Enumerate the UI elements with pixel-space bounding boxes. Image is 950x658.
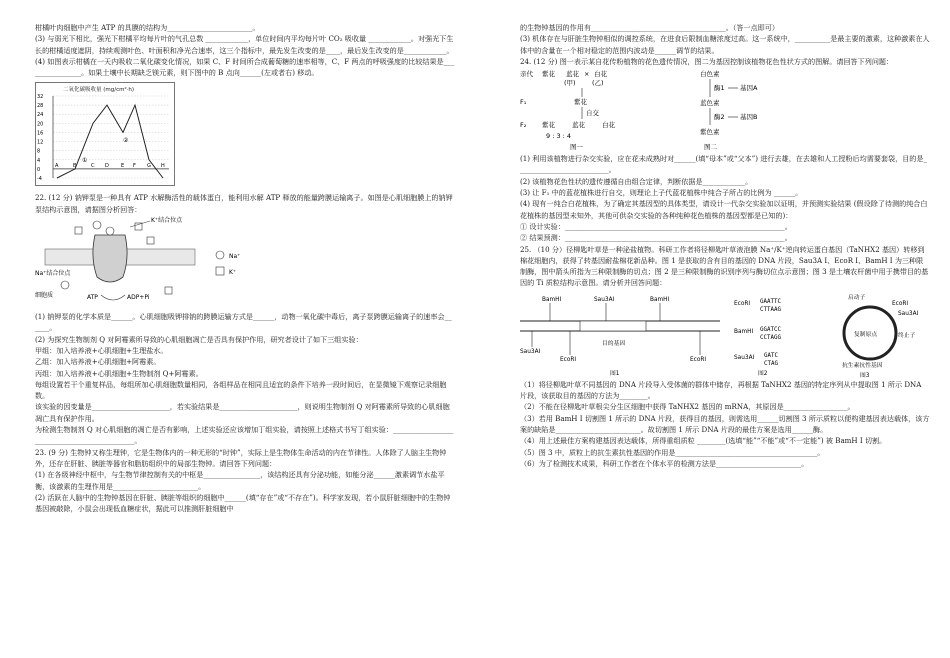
k-ion [93,221,101,229]
x-tick-label: A [55,163,59,170]
sau3ai-label-2: Sau3AI [520,348,541,355]
enzyme-ecori: EcoRI [734,300,751,307]
terminator-label: 终止子 [898,332,916,339]
q22-procedure: 每组设置若干个重复样品，每组所加心肌细胞数量相同，各组样品在相同且适宜的条件下培养一段时间后，在显微镜下观察记录细胞数。 [35,379,447,401]
bamhi-seq-top: GGATCC [760,326,781,333]
q22-part1: (1) 钠钾泵的化学本质是______。心肌细胞吸钾排钠的跨膜运输方式是______，动物一氧化碳中毒后，离子泵跨膜运输离子的速率会______。 [35,312,452,333]
gene-b-label: 基因B [740,113,758,122]
q24-figures [520,67,930,153]
parent-label: 亲代 [520,70,533,79]
ecori-label-1: EcoRI [560,356,577,363]
parent-jia: (甲) [564,79,576,88]
q23-part3: (3) 机体存在与肝脏生物钟相似的调控系统，在进食后限制血糖浓度过高。这一系统中，__________是最主要的激素，这种激素在人体中的含量在一个相对稳定的范围内波动是______调节的结果。 [520,34,930,55]
q21-part3: (3) 与弱光下相比，强光下柑橘平均每片叶的气孔总数 ____________，单位时间内平均每片叶 CO₂ 吸收量 ____________。对强光下生长的柑橘适度遮阴，持续观测叶色、叶面积和净光合速率，这三个指标中，最先发生改变的是____，最后发生改变的是____________。 [35,34,454,55]
q22-group-c: 丙组：加入培养液+心肌细胞+生物制剂 Q+阿霉素。 [35,368,203,378]
f2-ratio: 9 : 3 : 4 [546,132,572,141]
q22-part2: (2) 为探究生物制剂 Q 对阿霉素所导致的心肌细胞凋亡是否具有保护作用，研究者设计了如下三组实验： [35,334,363,344]
q24-part2: (2) 该植物花色性状的遗传遵循自由组合定律，判断依据是____________。 [520,176,753,186]
legend-k-label: K⁺ [229,269,237,277]
y-tick-label: 20 [37,121,44,128]
q23-part1: (1) 在各级神经中枢中，与生物节律控制有关的中枢是________________，该结构还具有分泌功能，如能分泌______激素调节水盐平衡，该激素的生理作用是________________________。 [35,470,445,491]
left-column [35,22,455,514]
atp-hydrolysis-arrow [101,295,125,300]
parent-yi: (乙) [592,79,604,88]
parent-purple: 紫花 [542,70,555,79]
q24-part3: (3) 让 F₁ 中的蓝花植株进行自交，则理论上子代蓝花植株中纯合子所占的比例为 ______。 [520,188,803,198]
x-tick-label: F [133,163,136,170]
enzyme2-label: 酶2 [714,113,725,122]
legend-k-symbol [216,267,224,275]
q25-figures [520,291,930,379]
q24-part4: (4) 现有一纯合白花植株，为了确定其基因型的具体类型，请设计一代杂交实验加以证明，并预测实验结果 (假设除了待测的纯合白花植株的基因型未知外，其他可供杂交实验的各种纯种花色植株的基因型都是已知的)： [520,199,928,220]
plasmid-sau3ai-label: Sau3AI [898,310,919,317]
cross-symbol: × [584,70,590,79]
figure-3-plasmid [842,293,919,379]
q25-part1: （1）将径柳匙叶草不同基因的 DNA 片段导入受体菌的群体中储存，再根据 TaNHX2 基因的特定序列从中提取图 1 所示 DNA 片段，该获取目的基因的方法为________。 [520,379,922,401]
y-tick-label: 32 [37,94,44,101]
ecori-seq-top: GAATTC [760,298,781,305]
f2-purple: 紫花 [542,121,555,130]
ori-label: 复制原点 [854,331,878,338]
x-tick-label: D [105,163,109,170]
gene-a-label: 基因A [740,84,758,93]
na-ion [147,237,154,244]
self-label: 自交 [586,109,599,118]
enzyme-sau3ai: Sau3AI [734,354,755,361]
x-tick-label: E [121,163,125,170]
figure-one-caption: 图一 [570,143,583,152]
f2-white: 白花 [602,121,615,130]
target-gene-label: 目的基因 [602,340,626,347]
sau3ai-seq-bottom: CTAG [764,360,778,367]
figure-one-cross [520,69,616,151]
y-tick-label: 24 [37,112,44,119]
figure-2-caption: 图2 [758,370,768,377]
co2-absorption-chart [35,82,455,188]
x-tick-label: H [161,163,165,170]
q23-part2-tail: 的生物钟基因的作用有______________________________________。（答一点即可） [520,23,779,32]
figure-two-pathway [700,69,758,151]
na-ion [165,287,172,294]
q22-group-d: 为检测生物制剂 Q 对心肌细胞的凋亡是否有影响，上述实验还应该增加丁组实验，请按照上述格式书写丁组实验：_____________________________________________。 [35,425,454,446]
k-ion [61,281,69,289]
parent-white: 白花 [594,70,607,79]
q22-dependent-variable: 该实验的因变量是______________________，若实验结果是______________________，则说明生物制剂 Q 对阿霉素所导致的心肌细胞凋亡具有保护作用。 [35,402,450,423]
co2-chart-svg [35,82,175,186]
y-tick-label: -4 [37,176,42,183]
adp-label: ADP+Pi [127,294,150,302]
q23-stem: 23. (9 分) 生物钟又称生理钟，它是生物体内的一种无形的“时钟”，实际上是生物体生命活动的内在节律性。人体除了人脑主生物钟外，还存在肝脏、胰脏等器官和脂肪组织中的局部生物钟。请回答下列问题： [35,447,447,468]
q24-part1: (1) 利用该植物进行杂交实验，应在花未成熟时对______(填“母本”或“父本”) 进行去雄，在去雄和人工授粉后均需要套袋，目的是__________________________。 [520,154,928,175]
figure-1-caption: 图1 [610,370,620,377]
f1-value: 紫花 [574,98,587,107]
white-pigment: 白色素 [700,70,720,79]
cytoplasm-label: 细胞质 [35,292,54,300]
region-label-1: ① [82,157,88,165]
na-ion [75,227,82,234]
bamhi-label-1: BamHI [542,296,562,303]
resistance-gene-label: 抗生素抗性基因 [842,362,883,369]
q25-part2: （2）不能在径柳匙叶草根尖分生区细胞中获得 TaNHX2 基因的 mRNA，其原因是__________________。 [520,402,855,412]
q25-part4: （4）用上述最佳方案构建基因表达载体，所得重组质粒 ________(选填“能”“不能”或“不一定能”) 被 BamH Ⅰ 切割。 [520,436,887,446]
sau3ai-label-1: Sau3AI [594,296,615,303]
q25-part5: （5）图 3 中，质粒上的抗生素抗性基因的作用是________________________________________。 [520,447,825,457]
q25-part6: （6）为了检测技术成果，科研工作者在个体水平的检测方法是________________________。 [520,458,809,468]
sau3ai-seq-top: GATC [764,352,778,359]
plasmid-ecori-label: EcoRI [892,300,909,307]
bamhi-label-2: BamHI [650,296,670,303]
atp-label: ATP [87,294,98,302]
chart-border [36,83,175,186]
purple-pigment: 紫色素 [700,128,720,137]
q22-stem: 22. (12 分) 钠钾泵是一种具有 ATP 水解酶活性的载体蛋白，能利用水解 ATP 释放的能量跨膜运输离子。如图是心肌细胞膜上的钠钾泵结构示意图，请据图分析回答： [35,193,453,214]
figure-3-caption: 图3 [860,372,870,379]
y-tick-label: 4 [37,158,41,165]
ecori-label-2: EcoRI [690,356,707,363]
q25-stem: 25. （10 分）径柳匙叶草是一种泌盐植物。科研工作者将径柳匙叶草液泡膜 Na⁺/K⁺逆向转运蛋白基因（TaNHX2 基因）转移到棉花细胞内，获得了转基因耐盐棉花新品种。图 1 是获取的含有目的基因的 DNA 片段，Sau3A Ⅰ、EcoR Ⅰ、BamH Ⅰ 为三种限制酶，图中箭头所指为三种限制酶的切点；图 2 是三种限制酶的识别序列与酶切位点示意图；图 3 是土壤农杆菌中用于携带目的基因的 Ti 质粒结构示意图。请分析并回答问题： [520,244,929,288]
q22-group-a: 甲组：加入培养液+心肌细胞+生理盐水。 [35,345,168,355]
q24-prediction: ② 结果预测：______________________________________________________________。 [520,233,792,243]
q23-part2: (2) 活跃在人脑中的生物钟基因在肝脏、胰脏等组织的细胞中______(填“存在”或“不存在”)。科学家发现，若小鼠肝脏细胞中的生物钟基因被敲除，小鼠会出现低血糖症状，据此可以推测肝脏细胞中 [35,492,451,514]
q21-part4: (4) 如图表示柑橘在一天内吸收二氧化碳变化情况，如果 C、F 时间所合成葡萄糖的速率相等，C、F 两点的呼吸强度的比较结果是________________。如果土壤中长期缺乏镁元素，则下图中的 B 点向______(左或者右) 移动。 [35,56,455,78]
figure-1-dna [520,297,720,377]
x-tick-label: C [91,163,95,170]
f1-label: F₁ [520,98,527,107]
y-tick-label: 8 [37,149,41,156]
x-tick-label: B [73,163,77,170]
legend-na-label: Na⁺ [229,253,241,261]
figure-2-recognition-sites [734,299,781,377]
q25-part3: （3）若用 BamH Ⅰ 切割图 1 所示的 DNA 片段，获得目的基因，则需选用______切割图 3 所示质粒以便构建基因表达载体，该方案的缺陷是________________________。故切割图 1 所示 DNA 片段的最佳方案是选用______酶。 [520,413,930,434]
y-tick-label: 12 [37,140,44,147]
bamhi-seq-bottom: CCTAGG [760,334,781,341]
pump-protein [93,235,127,282]
right-column [520,22,930,469]
q21-part2-tail: 柑橘叶肉细胞中产生 ATP 的具膜的结构为________________________。 [35,23,260,32]
x-tick-label: G [147,163,151,170]
na-site-label: Na⁺结合位点 [35,270,71,278]
blue-pigment: 蓝色素 [700,99,720,108]
promoter-label: 启动子 [848,294,866,301]
target-gene-box [580,321,646,331]
sodium-potassium-pump-figure [35,215,455,311]
k-site-label: K⁺结合位点 [151,217,183,225]
q25-svg [520,291,930,379]
pump-svg [35,215,275,309]
ecori-seq-bottom: CTTAAG [760,306,781,313]
q22-group-b: 乙组：加入培养液+心肌细胞+阿霉素。 [35,357,161,367]
q24-svg [520,67,930,153]
enzyme-bamhi: BamHI [734,328,754,335]
y-tick-label: 16 [37,130,44,137]
y-tick-label: 0 [37,167,41,174]
k-ion [106,227,114,235]
y-tick-label: 28 [37,103,44,110]
chart-title: 二氧化碳吸收量 (mg/cm²·h) [63,87,135,94]
q24-design: ① 设计实验：______________________________________________________________。 [520,221,792,231]
f2-blue: 蓝花 [572,121,585,130]
f2-label: F₂ [520,121,527,130]
parent-blue: 蓝花 [566,70,579,79]
enzyme1-label: 酶1 [714,84,725,93]
legend-na-symbol [216,251,224,259]
region-label-2: ② [123,137,129,145]
figure-two-caption: 图二 [704,143,717,152]
na-ion [135,223,142,230]
q24-stem: 24. (12 分) 图一表示某自花传粉植物的花色遗传情况，图二为基因控制该植物花色性状方式的图解。请回答下列问题： [520,56,894,66]
